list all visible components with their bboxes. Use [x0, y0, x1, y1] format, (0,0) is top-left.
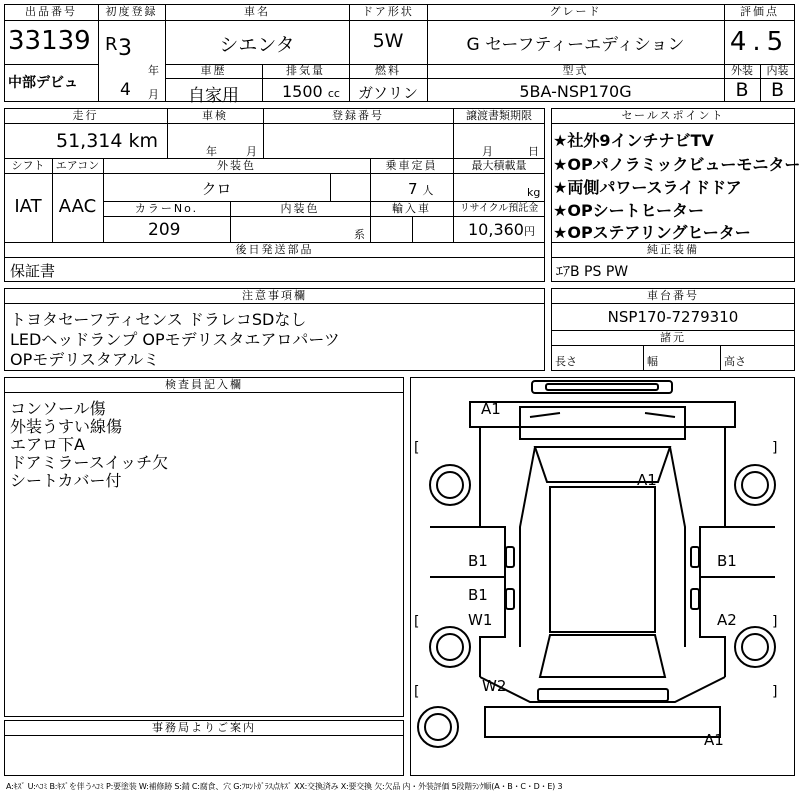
door-type: 5W — [372, 30, 404, 52]
displacement-label: 排気量 — [286, 64, 325, 77]
grade-label: グレード — [549, 5, 602, 18]
chassis-number: NSP170-7279310 — [607, 308, 739, 326]
capacity-unit: 人 — [422, 184, 434, 197]
load-unit: kg — [527, 186, 541, 199]
later-label: 後日発送部品 — [235, 243, 314, 256]
mileage-value: 51,314 — [56, 130, 123, 152]
model: 5BA-NSP170G — [519, 82, 632, 101]
displacement — [282, 82, 340, 101]
load-label: 最大積載量 — [471, 159, 527, 172]
equipment: ｴｱB PS PW — [556, 264, 629, 280]
recycle — [468, 220, 535, 239]
inspection-label: 車検 — [202, 109, 228, 122]
mark-left-rear-fender: W2 — [482, 677, 507, 695]
car-diagram — [410, 377, 795, 776]
bracket-right-2: ] — [772, 614, 778, 630]
color: クロ — [201, 180, 232, 198]
chassis-label: 車台番号 — [647, 289, 699, 302]
reg-label: 登録番号 — [332, 109, 384, 122]
mark-right-front-door: B1 — [717, 552, 737, 570]
era: R — [105, 34, 118, 55]
year-unit: 年 — [148, 64, 159, 77]
transfer-day: 日 — [528, 145, 539, 158]
interior-grade: B — [770, 79, 785, 101]
interior-label: 内装 — [766, 64, 789, 77]
transfer-month: 月 — [482, 145, 493, 158]
first-reg-label: 初度登録 — [105, 5, 158, 18]
inspector-line-5: シートカバー付 — [10, 471, 122, 490]
score: 4.5 — [729, 27, 790, 57]
displacement-unit: cc — [327, 87, 340, 100]
month-num: 4 — [120, 80, 131, 100]
mark-rear-bumper: A1 — [704, 731, 724, 749]
capacity-value: 7 — [408, 180, 418, 198]
caution-line-3: OPモデリスタアルミ — [10, 350, 160, 369]
inspector-label: 検査員記入欄 — [165, 378, 243, 391]
exterior-grade: B — [735, 79, 749, 101]
import-label: 輸入車 — [392, 202, 431, 215]
caution-label: 注意事項欄 — [242, 289, 307, 302]
mark-front: A1 — [481, 400, 501, 418]
exterior-label: 外装 — [731, 64, 753, 77]
lot-number: 33139 — [8, 26, 91, 56]
grade: G セーフティーエディション — [466, 35, 685, 55]
month-unit: 月 — [148, 88, 159, 101]
spec-label: 諸元 — [660, 331, 686, 344]
bracket-left-1: [ — [414, 440, 420, 456]
shift: IAT — [14, 196, 42, 217]
mileage — [56, 130, 158, 152]
int-color-label: 内装色 — [280, 202, 320, 215]
selling-label: セールスポイント — [621, 109, 725, 122]
caution-line-2: LEDヘッドランプ OPモデリスタエアロパーツ — [10, 330, 340, 349]
selling-point-2: ★OPパノラミックビューモニター — [553, 155, 800, 174]
fuel: ガソリン — [357, 84, 418, 102]
lot-label: 出品番号 — [25, 5, 77, 18]
later-parts: 保証書 — [10, 262, 56, 280]
fuel-label: 燃料 — [375, 64, 401, 77]
door-label: ドア形状 — [362, 5, 414, 18]
int-color-unit: 系 — [354, 228, 365, 241]
spec-height: 高さ — [724, 355, 746, 368]
mileage-unit: km — [128, 130, 159, 152]
color-no: 209 — [148, 220, 181, 240]
inspection-month: 月 — [246, 145, 257, 158]
capacity-label: 乗車定員 — [385, 159, 438, 172]
inspector-line-1: コンソール傷 — [10, 399, 106, 418]
history-label: 車歴 — [200, 64, 227, 77]
inspector-line-4: ドアミラースイッチ欠 — [10, 453, 169, 472]
score-label: 評価点 — [740, 5, 779, 18]
mark-left-front-door: B1 — [468, 552, 488, 570]
ac: AAC — [58, 196, 97, 217]
equip-label: 純正装備 — [647, 243, 699, 256]
mark-roof: A1 — [637, 471, 657, 489]
car-name-label: 車名 — [244, 5, 270, 18]
selling-point-3: ★両側パワースライドドア — [553, 178, 742, 197]
bracket-left-2: [ — [414, 614, 420, 630]
debut-label: 中部デビュ — [8, 75, 78, 91]
selling-point-5: ★OPステアリングヒーター — [553, 223, 751, 242]
inspector-line-3: エアロ下A — [10, 435, 85, 454]
selling-point-4: ★OPシートヒーター — [553, 201, 705, 220]
capacity — [408, 180, 433, 198]
legend: A:ｷｽﾞ U:ﾍｺﾐ B:ｷｽﾞを伴うﾍｺﾐ P:要塗装 W:補修跡 S:錆 C:腐食、穴 G:ﾌﾛﾝﾄｶﾞﾗｽ点ｷｽﾞ XX:交換済み X:要交換 欠:欠品 内・外装評価 5段階ﾗﾝｸ順(A・B・C・D・E) 3 — [6, 782, 563, 791]
transfer-label: 譲渡書類期限 — [466, 109, 532, 122]
caution-line-1: トヨタセーフティセンス ドラレコSDなし — [10, 310, 307, 329]
mark-left-rear-panel: W1 — [468, 611, 493, 629]
bracket-right-3: ] — [772, 684, 778, 700]
recycle-value: 10,360 — [468, 220, 524, 239]
car-name: シエンタ — [219, 34, 295, 56]
displacement-value: 1500 — [282, 82, 323, 101]
selling-point-1: ★社外9インチナビTV — [553, 131, 714, 150]
inspection-year: 年 — [206, 145, 217, 158]
spec-width: 幅 — [647, 355, 658, 368]
spec-length: 長さ — [555, 355, 577, 368]
shift-label: シフト — [11, 159, 45, 172]
year-num: 3 — [118, 36, 132, 61]
ac-label: エアコン — [55, 159, 100, 172]
mark-left-rear-door: B1 — [468, 586, 488, 604]
recycle-unit: 円 — [523, 225, 535, 238]
recycle-label: リサイクル預託金 — [459, 203, 539, 214]
mileage-label: 走行 — [72, 109, 99, 122]
history: 自家用 — [188, 86, 239, 106]
model-label: 型式 — [562, 64, 589, 77]
bracket-right-1: ] — [772, 440, 778, 456]
office-label: 事務局よりご案内 — [152, 721, 256, 734]
mark-right-rear: A2 — [717, 611, 737, 629]
bracket-left-3: [ — [414, 684, 420, 700]
inspector-line-2: 外装うすい線傷 — [10, 417, 123, 436]
color-no-label: カラーNo. — [134, 202, 199, 215]
color-label: 外装色 — [217, 159, 256, 172]
